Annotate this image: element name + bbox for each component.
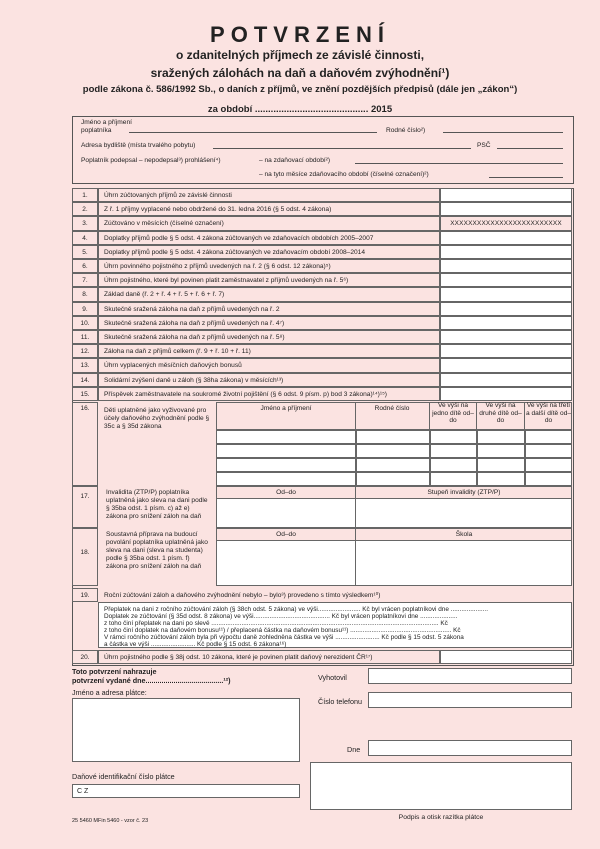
row-label: Skutečně sražená záloha na daň z příjmů uvedených na ř. 2 [104,305,280,313]
row-number-cell [72,202,98,216]
on-period-label: – na zdaňovací období²) [259,157,331,164]
row-17-number: 17. [80,493,90,500]
child-field[interactable] [525,458,572,472]
row-value-field[interactable] [440,245,572,259]
row-label: Záloha na daň z příjmů celkem (ř. 9 + ř. 10 + ř. 11) [104,348,251,356]
date-label: Dne [347,745,361,754]
row-label: Doplatky příjmů podle § 5 odst. 4 zákona zúčtovaných ve zdaňovacím období 2008–2014 [104,248,365,256]
child-field[interactable] [216,458,356,472]
invalidity-col-degree: Stupeň invalidity (ZTP/P) [427,489,501,496]
dic-prefix: C Z [77,788,89,795]
row-value-field[interactable] [440,259,572,273]
form-code: 25 5460 MFin 5460 - vzor č. 23 [72,818,149,824]
row-label-cell [98,344,440,358]
psc-field[interactable] [497,148,563,149]
row-number-cell [72,316,98,330]
row-label: Skutečně sražená záloha na daň z příjmů uvedených na ř. 4⁷) [104,319,285,327]
row-label: Solidární zvýšení daně u záloh (§ 38ha zákona) v měsících¹³) [104,376,284,384]
child-field[interactable] [356,430,430,444]
taxpayer-box [72,116,574,184]
row-value-field[interactable] [440,231,572,245]
child-field[interactable] [525,472,572,486]
form-subtitle-2: sražených zálohách na daň a daňovém zvýhodnění¹) [150,66,450,80]
row-number-cell [72,259,98,273]
period-label: za období ........................................... 2015 [207,104,393,115]
row-value-field[interactable] [440,302,572,316]
payer-label: Jméno a adresa plátce: [72,688,147,697]
row-label: Skutečně sražená záloha na daň z příjmů uvedených na ř. 5⁸) [104,334,285,341]
row-value-field[interactable] [440,287,572,301]
row-number-cell [72,216,98,230]
row-label-cell [98,202,440,216]
row-number-cell [72,302,98,316]
child-field[interactable] [477,458,525,472]
child-field[interactable] [216,444,356,458]
child-field[interactable] [525,430,572,444]
children-col-name: Jméno a příjmení [260,405,312,412]
child-field[interactable] [430,444,477,458]
student-col-school: Škola [455,531,473,538]
row-label-cell [98,259,440,273]
signature-field[interactable] [310,762,572,810]
row-number: 13. [80,362,90,370]
birth-number-label: Rodné číslo²) [386,127,426,134]
row-19-title: Roční zúčtování záloh a daňového zvýhodnění nebylo – bylo³) provedeno s tímto výsledkem¹⁰) [104,592,381,599]
name-label-1: Jméno a příjmení [81,119,132,126]
row-number-cell [72,245,98,259]
dic-field[interactable] [72,784,300,798]
psc-label: PSČ [477,142,491,149]
signature-label: Podpis a otisk razítka plátce [398,814,484,821]
row-number: 10. [80,319,90,327]
row-19-number: 19. [80,592,90,599]
row-number-cell [72,387,98,401]
prepared-label: Vyhotovil [318,673,347,682]
row-label: Zúčtováno v měsících (číselné označení) [104,220,224,228]
form-subtitle-3: podle zákona č. 586/1992 Sb., o daních z příjmů, ve znění pozdějších předpisů (dále jen „zákon“) [82,84,518,95]
row-19-line-4: z toho činí doplatek na daňovém bonusu¹¹) / přeplacená částka na daňovém bonusu¹¹) ......................................................... Kč [104,627,461,634]
invalidity-period-field[interactable] [217,499,355,527]
on-month-label: – na tyto měsíce zdaňovacího období (číselné označení)²) [259,171,429,178]
row-18-number: 18. [80,549,90,556]
invalidity-degree-field[interactable] [356,499,571,527]
row-19-line-1: Přeplatek na dani z ročního zúčtování záloh (§ 38ch odst. 5 zákona) ve výši........................ Kč byl vrácen poplatníkovi dne ..................... [104,606,488,613]
row-label-cell [98,358,440,372]
row-number: 3. [82,220,88,228]
on-period-field[interactable] [355,163,563,164]
row-value: XXXXXXXXXXXXXXXXXXXXXXXXX [450,220,562,228]
row-number: 11. [80,334,90,341]
phone-field[interactable] [368,692,572,708]
row-number: 9. [82,305,88,313]
row-value-field[interactable] [440,344,572,358]
child-field[interactable] [356,472,430,486]
row-19-line-6: a částka ve výši ......................... Kč podle § 15 odst. 6 zákona¹⁶) [104,641,287,648]
row-value-field [440,216,572,230]
row-label-cell [98,373,440,387]
child-field[interactable] [216,472,356,486]
replace-label-1: Toto potvrzení nahrazuje [72,667,157,676]
child-field[interactable] [430,472,477,486]
prepared-field[interactable] [368,668,572,684]
child-field[interactable] [430,430,477,444]
row-label: Základ daně (ř. 2 + ř. 4 + ř. 5 + ř. 6 + ř. 7) [104,291,225,299]
replace-label-2: potvrzení vydané dne.......................................¹²) [72,676,231,685]
row-16-text: Děti uplatněné jako vyživované pro účely daňového zvýhodnění podle § 35c a § 35d zákona [104,407,210,430]
row-19-line-2: Doplatek ze zúčtování (§ 35d odst. 8 zákona) ve výši........................................... Kč byl vrácen poplatníkovi dne ..................... [104,613,458,620]
child-field[interactable] [356,444,430,458]
row-20-value[interactable] [440,650,572,664]
date-field[interactable] [368,740,572,756]
row-number-cell [72,231,98,245]
student-period-field[interactable] [217,541,355,585]
row-18-text: Soustavná příprava na budoucí povolání poplatníka uplatněná jako sleva na dani (sleva na studenta) podle § 35ba odst. 1 písm. f) zákona pro snížení záloh na daň [106,531,208,570]
row-number: 14. [80,376,90,384]
row-number: 5. [82,248,88,256]
row-number-cell [72,287,98,301]
row-value-field[interactable] [440,373,572,387]
row-number: 15. [80,390,90,398]
row-20-number: 20. [80,654,90,661]
row-label: Doplatky příjmů podle § 5 odst. 4 zákona zúčtovaných ve zdaňovacích obdobích 2005–2007 [104,234,374,242]
child-field[interactable] [477,472,525,486]
row-label: Úhrn pojistného, které byl povinen platit zaměstnavatel z příjmů uvedených na ř. 5⁶) [104,277,349,285]
row-number-cell [72,330,98,344]
form-subtitle-1: o zdanitelných příjmech ze závislé činnosti, [175,48,425,62]
row-value-field[interactable] [440,273,572,287]
row-value-field[interactable] [440,387,572,401]
child-field[interactable] [356,458,430,472]
row-value-field[interactable] [440,316,572,330]
name-label-2: poplatníka [81,127,112,134]
row-number: 1. [82,192,88,199]
row-number: 7. [82,277,88,285]
row-number-cell [72,273,98,287]
row-label-cell [98,231,440,245]
row-label: Z ř. 1 příjmy vyplacené nebo obdržené do 31. ledna 2016 (§ 5 odst. 4 zákona) [104,206,332,214]
row-label-cell [98,245,440,259]
dic-label: Daňové identifikační číslo plátce [72,772,175,781]
student-col-period: Od–do [276,531,296,538]
row-19-line-5: V rámci ročního zúčtování záloh byla při výpočtu daně zohledněna částka ve výši ......................... Kč podle § 15 odst. 5 zákona [104,634,464,641]
row-label-cell [98,287,440,301]
child-field[interactable] [477,444,525,458]
row-label-cell [98,316,440,330]
row-label-cell [98,302,440,316]
row-value-field[interactable] [440,330,572,344]
row-number-cell [72,188,98,202]
row-label-cell [98,216,440,230]
children-col-second: Ve výši na druhé dítě od–do [479,402,522,424]
row-19-line-3: z toho činí přeplatek na dani po slevě ................................................................................................................................ Kč [104,620,448,627]
row-number: 12. [80,348,90,356]
name-field[interactable] [129,132,377,133]
on-month-field[interactable] [489,177,563,178]
child-field[interactable] [477,430,525,444]
row-label: Úhrn vyplacených měsíčních daňových bonusů [104,362,242,370]
children-col-first: Ve výši na jedno dítě od–do [432,402,474,424]
children-col-third: Ve výši na třetí a další dítě od–do [525,402,572,424]
children-col-birth: Rodné číslo [374,405,410,412]
row-label: Příspěvek zaměstnavatele na soukromé životní pojištění (§ 6 odst. 9 písm. p) bod 3 zákona)¹⁴)¹⁵) [104,390,387,398]
phone-label: Číslo telefonu [318,697,362,706]
row-number: 8. [82,291,88,299]
signed-label: Poplatník podepsal – nepodepsal³) prohlášení⁴) [81,157,221,164]
row-label: Úhrn povinného pojistného z příjmů uvedených na ř. 2 (§ 6 odst. 12 zákona)⁵) [104,263,331,270]
row-label-cell [98,387,440,401]
row-number: 2. [82,206,88,214]
invalidity-col-period: Od–do [276,489,296,496]
row-20-text: Úhrn pojistného podle § 38j odst. 10 zákona, které je povinen platit daňový nerezident ČR¹⁷) [104,654,373,661]
row-16-number: 16. [80,405,90,412]
row-label-cell [98,330,440,344]
row-label-cell [98,188,440,202]
row-label-cell [98,273,440,287]
row-17-text: Invalidita (ZTP/P) poplatníka uplatněná jako sleva na dani podle § 35ba odst. 1 písm. c) až e) zákona pro snížení záloh na daň [106,489,208,520]
payer-field[interactable] [72,698,300,762]
row-number-cell [72,358,98,372]
row-value-field[interactable] [440,188,572,202]
row-number: 4. [82,234,88,242]
child-field[interactable] [430,458,477,472]
row-16-number-cell [72,402,98,486]
child-field[interactable] [216,430,356,444]
row-number: 6. [82,263,88,270]
birth-number-field[interactable] [443,132,563,133]
row-number-cell [72,344,98,358]
student-school-field[interactable] [356,541,571,585]
form-title: POTVRZENÍ [210,22,390,47]
row-number-cell [72,373,98,387]
child-field[interactable] [525,444,572,458]
row-value-field[interactable] [440,358,572,372]
row-label: Úhrn zúčtovaných příjmů ze závislé činnosti [104,192,232,199]
address-field[interactable] [213,148,471,149]
row-value-field[interactable] [440,202,572,216]
address-label: Adresa bydliště (místa trvalého pobytu) [81,142,196,149]
